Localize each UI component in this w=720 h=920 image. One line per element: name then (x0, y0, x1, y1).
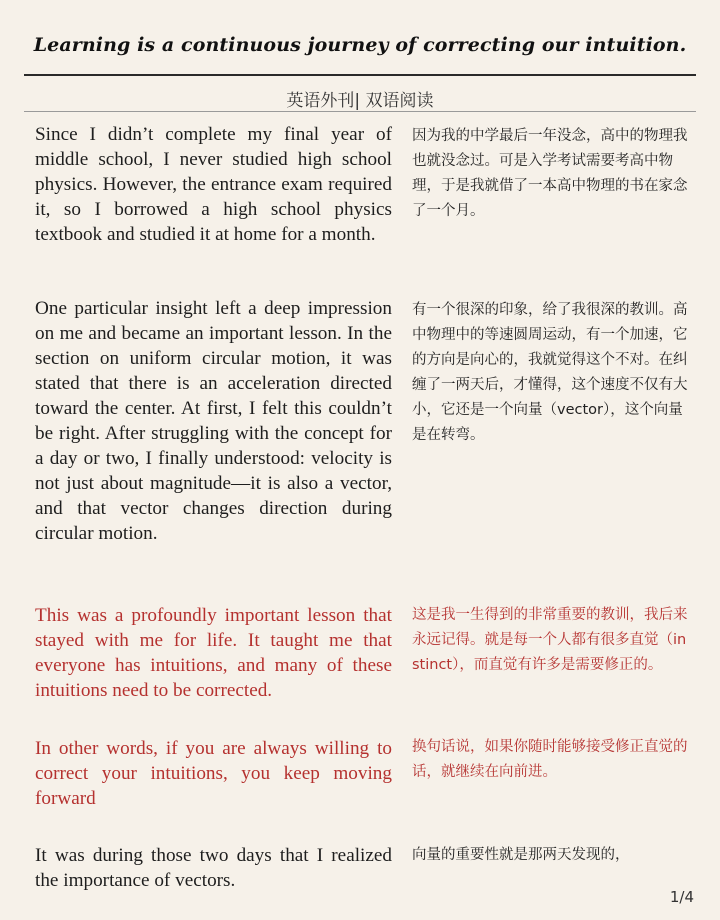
paragraph-zh-1: 因为我的中学最后一年没念，高中的物理我也就没念过。可是入学考试需要考高中物理，于是我就借了一本高中物理的书在家念了一个月。 (412, 128, 688, 219)
headline: Learning is a continuous journey of correcting our intuition. (33, 34, 687, 56)
section-label: 英语外刊| 双语阅读 (286, 91, 434, 111)
paragraph-en-3: This was a profoundly important lesson that stayed with me for life. It taught me that everyone has intuitions, and many of these intuitions need to be corrected. (35, 605, 392, 701)
paragraph-zh-2: 有一个很深的印象，给了我很深的教训。高中物理中的等速圆周运动，有一个加速，它的方向是向心的，我就觉得这个不对。在纠缠了一两天后，才懂得，这个速度不仅有大小，它还是一个向量（vector），这个向量是在转弯。 (412, 302, 688, 443)
paragraph-en-2: One particular insight left a deep impression on me and became an important lesson. In the section on uniform circular motion, it was stated that there is an acceleration directed toward the center. At first, I felt this couldn’t be right. After struggling with the concept for a day or two, I finally understood: velocity is not just about magnitude—it is also a vector, and that vector changes direction during circular motion. (35, 298, 392, 544)
paragraph-en-1: Since I didn’t complete my final year of middle school, I never studied high school physics. However, the entrance exam required it, so I borrowed a high school physics textbook and studied it at home for a month. (35, 124, 392, 245)
paragraph-zh-4: 换句话说，如果你随时能够接受修正直觉的话，就继续在向前进。 (412, 739, 688, 780)
paragraph-en-4: In other words, if you are always willing to correct your intuitions, you keep moving forward (35, 738, 392, 809)
page-indicator: 1/4 (669, 888, 694, 906)
paragraph-zh-3: 这是我一生得到的非常重要的教训，我后来永远记得。就是每一个人都有很多直觉（instinct），而直觉有许多是需要修正的。 (412, 607, 688, 673)
section-divider (24, 111, 696, 112)
paragraph-en-5: It was during those two days that I realized the importance of vectors. (35, 845, 392, 891)
paragraph-zh-5: 向量的重要性就是那两天发现的， (412, 847, 630, 863)
header-divider (24, 74, 696, 76)
